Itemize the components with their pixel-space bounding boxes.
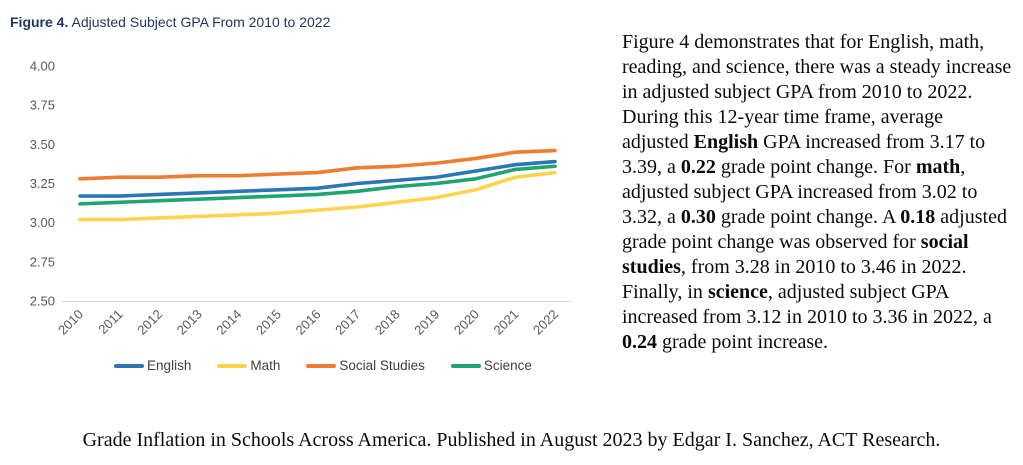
description-bold-segment: 0.18: [900, 206, 936, 228]
description-segment: , adjusted subject GPA increased from 3.12 in 2010 to 3.36 in 2022, a: [622, 281, 992, 328]
legend-label-science: Science: [483, 358, 532, 373]
y-tick-label: 2.75: [29, 254, 55, 270]
x-tick-label: 2016: [292, 306, 324, 338]
series-line-social-studies: [80, 151, 555, 179]
x-tick-label: 2011: [95, 306, 126, 337]
y-tick-label: 3.50: [29, 136, 55, 152]
legend-item-science: [451, 358, 532, 373]
description-bold-segment: 0.24: [622, 331, 657, 353]
legend-label-math: Math: [250, 358, 281, 373]
y-tick-label: 3.00: [29, 215, 55, 231]
x-tick-label: 2017: [332, 306, 364, 338]
x-tick-label: 2022: [530, 306, 562, 338]
description-bold-segment: social studies: [622, 231, 969, 278]
legend-swatch-social-studies: [306, 364, 336, 368]
description-segment: Figure 4 demonstrates that for English, math, reading, and science, there was a steady increase in adjusted subject GPA from 2010 to 2022. During this 12-year time frame, average adjusted: [622, 31, 1012, 153]
x-tick-label: 2019: [411, 306, 443, 338]
x-tick-label: 2018: [371, 306, 403, 338]
description-segment: , adjusted subject GPA increased from 3.02 to 3.32, a: [622, 156, 978, 228]
y-tick-label: 4.00: [29, 58, 55, 74]
x-tick-label: 2013: [173, 306, 205, 338]
description-bold-segment: 0.22: [680, 156, 716, 178]
chart-plot-area: [0, 40, 600, 352]
description-segment: , from 3.28 in 2010 to 3.46 in 2022. Finally, in: [622, 256, 967, 303]
description-text: [622, 30, 1014, 355]
description-bold-segment: 0.30: [680, 206, 716, 228]
legend-item-english: [114, 358, 191, 373]
figure-title-text: Adjusted Subject GPA From 2010 to 2022: [71, 14, 331, 30]
description-bold-segment: science: [707, 281, 768, 303]
legend-item-math: [217, 358, 280, 373]
y-tick-label: 2.50: [29, 293, 55, 309]
legend-item-social-studies: [306, 358, 425, 373]
description-segment: adjusted grade point change was observed for: [622, 206, 1007, 253]
x-tick-label: 2010: [55, 306, 87, 338]
x-tick-label: 2015: [252, 306, 285, 338]
description-segment: GPA increased from 3.17 to 3.39, a: [622, 131, 986, 178]
y-tick-label: 3.75: [29, 97, 55, 113]
description-segment: grade point increase.: [657, 331, 829, 353]
legend-swatch-science: [451, 364, 481, 368]
legend-label-english: English: [147, 358, 192, 373]
description-bold-segment: English: [693, 131, 759, 153]
gpa-line-chart: [0, 40, 600, 390]
x-tick-label: 2021: [490, 306, 522, 338]
source-caption: Grade Inflation in Schools Across America. Published in August 2023 by Edgar I. Sanchez, ACT Research.: [82, 429, 941, 451]
legend-label-social-studies: Social Studies: [339, 358, 425, 373]
legend-swatch-math: [217, 364, 247, 368]
figure-title: [10, 14, 330, 30]
legend-swatch-english: [114, 364, 144, 368]
y-tick-label: 3.25: [29, 176, 55, 191]
x-tick-label: 2020: [450, 306, 482, 338]
description-segment: grade point change. A: [715, 206, 901, 228]
x-tick-label: 2012: [134, 306, 166, 338]
figure-title-prefix: Figure 4.: [10, 14, 69, 30]
description-segment: grade point change. For: [715, 156, 916, 178]
chart-legend: [0, 358, 600, 373]
x-tick-label: 2014: [213, 306, 245, 338]
description-bold-segment: math: [915, 156, 961, 178]
